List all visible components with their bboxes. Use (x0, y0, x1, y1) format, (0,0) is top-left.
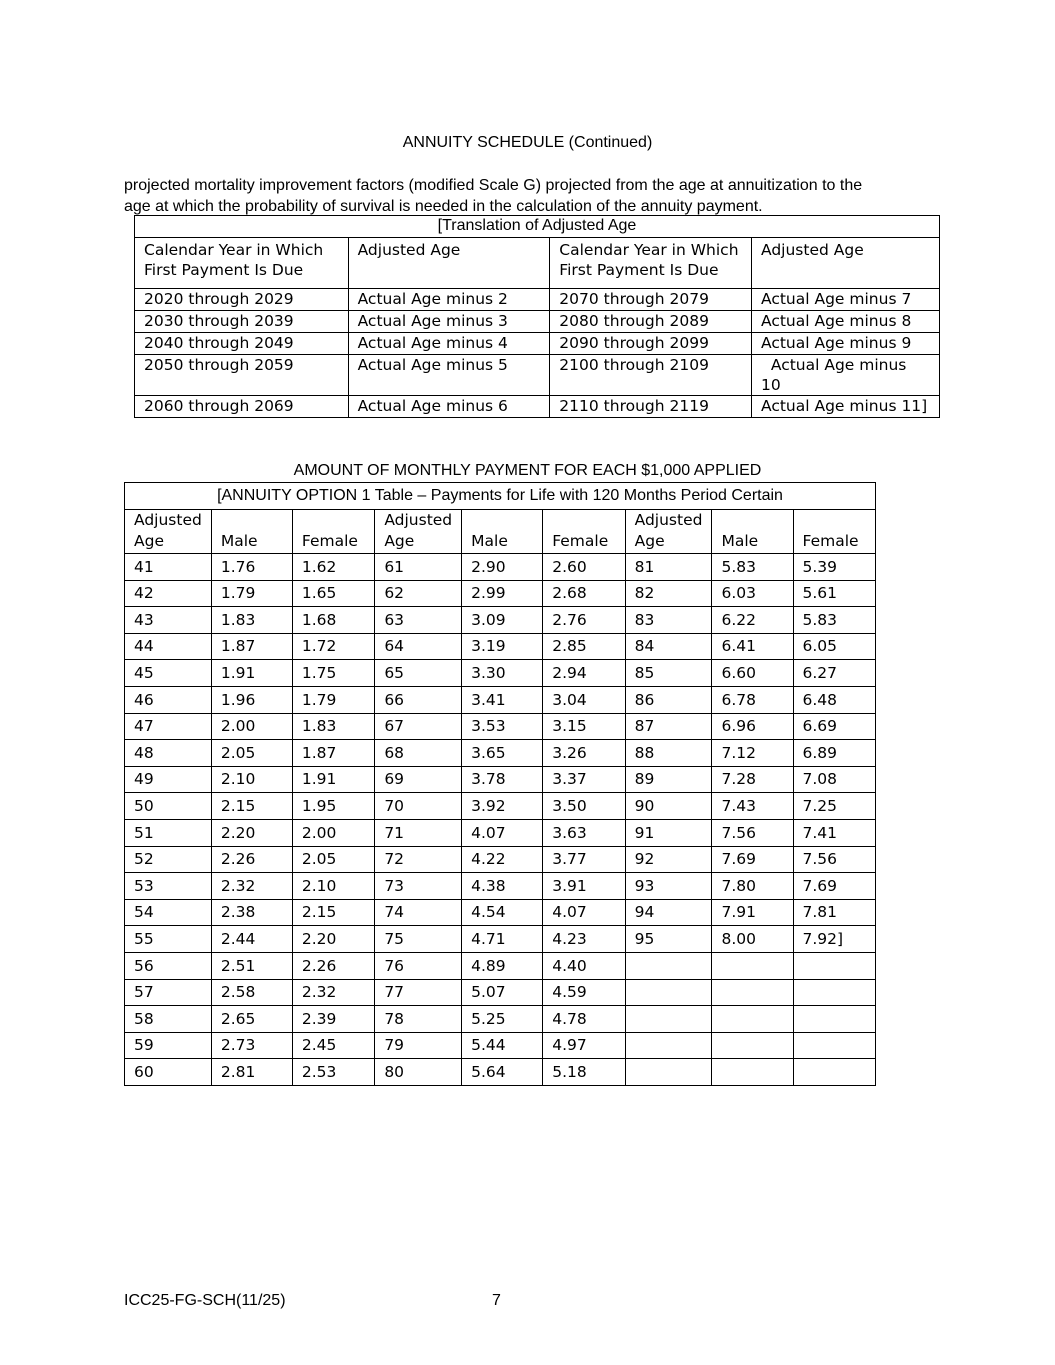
annuity-cell: 82 (625, 580, 712, 607)
annuity-header-cell (292, 510, 374, 554)
annuity-cell: 41 (125, 554, 212, 581)
annuity-cell: 48 (125, 740, 212, 767)
annuity-cell (625, 952, 712, 979)
annuity-cell: 1.96 (211, 686, 292, 713)
annuity-cell: 83 (625, 607, 712, 634)
translation-table-caption: [Translation of Adjusted Age (135, 216, 940, 238)
annuity-cell: 67 (375, 713, 462, 740)
annuity-cell: 1.83 (211, 607, 292, 634)
annuity-cell: 2.73 (211, 1032, 292, 1059)
annuity-cell: 1.68 (292, 607, 374, 634)
annuity-cell: 58 (125, 1006, 212, 1033)
translation-cell: 2090 through 2099 (550, 333, 752, 355)
annuity-cell: 1.75 (292, 660, 374, 687)
annuity-header-cell (793, 510, 875, 554)
table-row (125, 899, 876, 926)
annuity-cell: 89 (625, 766, 712, 793)
header-line-2: Male (721, 532, 759, 550)
annuity-cell: 2.15 (292, 899, 374, 926)
translation-cell: 2080 through 2089 (550, 311, 752, 333)
annuity-cell: 6.22 (712, 607, 793, 634)
annuity-cell: 7.25 (793, 793, 875, 820)
annuity-cell: 5.83 (712, 554, 793, 581)
annuity-cell (793, 979, 875, 1006)
header-line-1 (803, 510, 866, 531)
annuity-cell: 86 (625, 686, 712, 713)
annuity-cell: 95 (625, 926, 712, 953)
annuity-cell (625, 1059, 712, 1086)
annuity-cell: 7.69 (712, 846, 793, 873)
annuity-cell (712, 1059, 793, 1086)
annuity-cell: 5.61 (793, 580, 875, 607)
annuity-cell: 2.10 (292, 873, 374, 900)
annuity-cell: 3.04 (543, 686, 625, 713)
annuity-cell: 2.94 (543, 660, 625, 687)
table-row (125, 607, 876, 634)
annuity-cell: 6.27 (793, 660, 875, 687)
annuity-cell: 47 (125, 713, 212, 740)
annuity-cell: 1.91 (292, 766, 374, 793)
annuity-cell: 80 (375, 1059, 462, 1086)
annuity-cell: 4.71 (462, 926, 543, 953)
table-row (125, 1059, 876, 1086)
annuity-cell: 2.68 (543, 580, 625, 607)
annuity-cell: 61 (375, 554, 462, 581)
annuity-table-caption: [ANNUITY OPTION 1 Table – Payments for Life with 120 Months Period Certain (125, 483, 876, 510)
annuity-cell: 4.22 (462, 846, 543, 873)
header-line-1 (552, 510, 615, 531)
annuity-header-cell (375, 510, 462, 554)
annuity-cell: 2.76 (543, 607, 625, 634)
annuity-cell: 72 (375, 846, 462, 873)
annuity-cell: 5.07 (462, 979, 543, 1006)
annuity-cell: 78 (375, 1006, 462, 1033)
translation-cell: Actual Age minus 2 (348, 289, 550, 311)
annuity-cell: 3.50 (543, 793, 625, 820)
header-line-2: Age (634, 532, 665, 550)
annuity-header-cell (462, 510, 543, 554)
translation-cell: 2050 through 2059 (135, 355, 349, 396)
annuity-cell: 60 (125, 1059, 212, 1086)
annuity-cell: 3.53 (462, 713, 543, 740)
annuity-cell: 7.92] (793, 926, 875, 953)
translation-cell: 2030 through 2039 (135, 311, 349, 333)
annuity-cell: 46 (125, 686, 212, 713)
header-line-2: Age (384, 532, 415, 550)
annuity-cell: 3.41 (462, 686, 543, 713)
translation-cell: Actual Age minus 10 (752, 355, 940, 396)
annuity-cell: 56 (125, 952, 212, 979)
annuity-cell: 2.60 (543, 554, 625, 581)
annuity-cell: 2.38 (211, 899, 292, 926)
table-row (125, 846, 876, 873)
header-line-2: Male (471, 532, 508, 550)
annuity-cell: 70 (375, 793, 462, 820)
annuity-cell: 1.91 (211, 660, 292, 687)
annuity-header-cell (125, 510, 212, 554)
annuity-cell: 88 (625, 740, 712, 767)
annuity-cell: 49 (125, 766, 212, 793)
annuity-cell: 2.26 (292, 952, 374, 979)
translation-cell: Actual Age minus 5 (348, 355, 550, 396)
annuity-cell: 2.39 (292, 1006, 374, 1033)
translation-cell: 2060 through 2069 (135, 396, 349, 418)
annuity-cell: 90 (625, 793, 712, 820)
annuity-cell (712, 952, 793, 979)
annuity-cell: 63 (375, 607, 462, 634)
annuity-cell: 52 (125, 846, 212, 873)
annuity-cell: 85 (625, 660, 712, 687)
header-line-1 (721, 510, 783, 531)
table-row (125, 713, 876, 740)
annuity-cell (625, 979, 712, 1006)
header-line-1 (471, 510, 533, 531)
header-line-2: Female (552, 532, 609, 550)
annuity-cell: 2.26 (211, 846, 292, 873)
annuity-cell: 4.89 (462, 952, 543, 979)
header-line-2: Age (134, 532, 164, 550)
annuity-cell: 3.91 (543, 873, 625, 900)
annuity-cell: 2.51 (211, 952, 292, 979)
annuity-cell: 2.00 (292, 819, 374, 846)
annuity-cell: 1.76 (211, 554, 292, 581)
translation-cell: Actual Age minus 3 (348, 311, 550, 333)
annuity-cell: 54 (125, 899, 212, 926)
annuity-cell: 2.10 (211, 766, 292, 793)
annuity-cell: 4.40 (543, 952, 625, 979)
table-row (135, 289, 940, 311)
annuity-cell: 65 (375, 660, 462, 687)
annuity-option-table (124, 482, 876, 1086)
annuity-cell: 1.83 (292, 713, 374, 740)
page-title: ANNUITY SCHEDULE (Continued) (402, 134, 653, 151)
annuity-cell: 7.56 (712, 819, 793, 846)
annuity-cell: 62 (375, 580, 462, 607)
annuity-cell: 74 (375, 899, 462, 926)
annuity-cell: 4.78 (543, 1006, 625, 1033)
annuity-cell: 1.87 (211, 633, 292, 660)
annuity-cell: 3.78 (462, 766, 543, 793)
translation-cell: Actual Age minus 9 (752, 333, 940, 355)
annuity-cell: 2.15 (211, 793, 292, 820)
annuity-cell: 1.79 (292, 686, 374, 713)
table-row (125, 633, 876, 660)
translation-cell: Actual Age minus 7 (752, 289, 940, 311)
annuity-cell: 5.44 (462, 1032, 543, 1059)
header-line-1 (221, 510, 283, 531)
annuity-cell: 69 (375, 766, 462, 793)
table-row (125, 979, 876, 1006)
annuity-cell: 3.65 (462, 740, 543, 767)
translation-header-cell: Adjusted Age (348, 238, 550, 289)
adjusted-age-translation-table (134, 215, 940, 418)
annuity-cell: 4.07 (543, 899, 625, 926)
annuity-cell: 3.19 (462, 633, 543, 660)
annuity-header-cell (543, 510, 625, 554)
annuity-cell: 2.58 (211, 979, 292, 1006)
annuity-cell: 71 (375, 819, 462, 846)
annuity-cell: 68 (375, 740, 462, 767)
annuity-cell: 7.80 (712, 873, 793, 900)
header-line-1: Adjusted (384, 511, 453, 529)
annuity-cell: 5.39 (793, 554, 875, 581)
table-row (125, 793, 876, 820)
annuity-cell (712, 1006, 793, 1033)
table-row (125, 740, 876, 767)
annuity-cell: 4.07 (462, 819, 543, 846)
annuity-cell: 6.78 (712, 686, 793, 713)
annuity-cell: 7.12 (712, 740, 793, 767)
table-row (125, 580, 876, 607)
annuity-cell: 1.87 (292, 740, 374, 767)
annuity-cell: 53 (125, 873, 212, 900)
translation-cell: 2110 through 2119 (550, 396, 752, 418)
annuity-cell: 66 (375, 686, 462, 713)
annuity-cell: 6.69 (793, 713, 875, 740)
annuity-cell: 7.08 (793, 766, 875, 793)
annuity-cell: 57 (125, 979, 212, 1006)
annuity-header-cell (625, 510, 712, 554)
annuity-cell: 3.92 (462, 793, 543, 820)
annuity-cell: 7.43 (712, 793, 793, 820)
header-line-1 (302, 510, 365, 531)
annuity-cell: 5.83 (793, 607, 875, 634)
annuity-cell: 2.53 (292, 1059, 374, 1086)
annuity-header-cell (211, 510, 292, 554)
annuity-cell: 2.32 (292, 979, 374, 1006)
translation-cell: 2020 through 2029 (135, 289, 349, 311)
annuity-cell: 2.65 (211, 1006, 292, 1033)
annuity-cell: 7.81 (793, 899, 875, 926)
annuity-cell (793, 1059, 875, 1086)
header-line-2: Female (802, 532, 859, 550)
translation-cell: Actual Age minus 4 (348, 333, 550, 355)
translation-cell: Actual Age minus 8 (752, 311, 940, 333)
annuity-cell: 42 (125, 580, 212, 607)
annuity-cell: 64 (375, 633, 462, 660)
annuity-cell: 3.63 (543, 819, 625, 846)
monthly-payment-heading: AMOUNT OF MONTHLY PAYMENT FOR EACH $1,000 APPLIED (293, 462, 762, 479)
annuity-cell: 94 (625, 899, 712, 926)
annuity-cell: 43 (125, 607, 212, 634)
table-row (135, 396, 940, 418)
intro-line: projected mortality improvement factors (modified Scale G) projected from the age at annuitization to the (124, 177, 863, 194)
annuity-cell: 7.28 (712, 766, 793, 793)
annuity-cell: 45 (125, 660, 212, 687)
translation-cell: Actual Age minus 11] (752, 396, 940, 418)
translation-cell: 2100 through 2109 (550, 355, 752, 396)
annuity-cell: 4.97 (543, 1032, 625, 1059)
annuity-cell: 3.26 (543, 740, 625, 767)
header-line-2: Female (301, 532, 358, 550)
annuity-cell: 2.00 (211, 713, 292, 740)
annuity-cell (712, 1032, 793, 1059)
form-code: ICC25-FG-SCH(11/25) (124, 1292, 286, 1309)
annuity-cell: 4.38 (462, 873, 543, 900)
annuity-cell: 7.41 (793, 819, 875, 846)
header-line-2: Male (220, 532, 258, 550)
annuity-cell: 2.20 (292, 926, 374, 953)
annuity-cell: 5.25 (462, 1006, 543, 1033)
annuity-cell (793, 1006, 875, 1033)
annuity-cell: 2.81 (211, 1059, 292, 1086)
annuity-cell: 6.05 (793, 633, 875, 660)
annuity-cell: 2.05 (211, 740, 292, 767)
table-row (135, 333, 940, 355)
annuity-cell: 6.89 (793, 740, 875, 767)
annuity-cell: 3.37 (543, 766, 625, 793)
annuity-cell: 44 (125, 633, 212, 660)
annuity-cell: 1.65 (292, 580, 374, 607)
annuity-cell: 79 (375, 1032, 462, 1059)
annuity-cell: 2.44 (211, 926, 292, 953)
translation-cell: Actual Age minus 6 (348, 396, 550, 418)
translation-header-cell: Calendar Year in Which First Payment Is Due (550, 238, 752, 289)
annuity-cell: 55 (125, 926, 212, 953)
annuity-cell: 3.09 (462, 607, 543, 634)
annuity-cell (793, 952, 875, 979)
annuity-cell: 6.60 (712, 660, 793, 687)
intro-line: age at which the probability of survival is needed in the calculation of the annuity payment. (124, 198, 763, 215)
annuity-cell: 1.62 (292, 554, 374, 581)
translation-header-cell: Adjusted Age (752, 238, 940, 289)
annuity-cell: 92 (625, 846, 712, 873)
annuity-cell (712, 979, 793, 1006)
annuity-cell: 4.54 (462, 899, 543, 926)
annuity-cell: 73 (375, 873, 462, 900)
translation-cell: 2040 through 2049 (135, 333, 349, 355)
page-number: 7 (492, 1292, 501, 1309)
annuity-cell: 77 (375, 979, 462, 1006)
annuity-cell: 4.23 (543, 926, 625, 953)
annuity-cell: 5.64 (462, 1059, 543, 1086)
header-line-1: Adjusted (134, 511, 202, 529)
table-row (125, 554, 876, 581)
annuity-cell (793, 1032, 875, 1059)
annuity-cell: 91 (625, 819, 712, 846)
table-row (125, 819, 876, 846)
table-row (125, 873, 876, 900)
annuity-cell: 81 (625, 554, 712, 581)
annuity-cell: 3.77 (543, 846, 625, 873)
annuity-cell: 2.05 (292, 846, 374, 873)
table-row (125, 766, 876, 793)
annuity-cell: 2.45 (292, 1032, 374, 1059)
annuity-cell: 7.56 (793, 846, 875, 873)
annuity-cell: 4.59 (543, 979, 625, 1006)
annuity-cell: 2.99 (462, 580, 543, 607)
annuity-cell: 2.90 (462, 554, 543, 581)
table-row (125, 926, 876, 953)
annuity-cell: 93 (625, 873, 712, 900)
annuity-cell (625, 1006, 712, 1033)
annuity-cell: 6.48 (793, 686, 875, 713)
annuity-cell: 7.69 (793, 873, 875, 900)
annuity-cell: 59 (125, 1032, 212, 1059)
annuity-cell: 7.91 (712, 899, 793, 926)
translation-cell: 2070 through 2079 (550, 289, 752, 311)
table-row (125, 952, 876, 979)
annuity-cell: 51 (125, 819, 212, 846)
annuity-cell: 6.96 (712, 713, 793, 740)
annuity-cell: 2.32 (211, 873, 292, 900)
table-row (125, 1006, 876, 1033)
annuity-cell: 2.85 (543, 633, 625, 660)
table-row (135, 311, 940, 333)
annuity-cell: 50 (125, 793, 212, 820)
table-row (125, 686, 876, 713)
intro-paragraph (124, 175, 924, 217)
annuity-cell: 76 (375, 952, 462, 979)
translation-header-cell: Calendar Year in Which First Payment Is Due (135, 238, 349, 289)
table-row (125, 660, 876, 687)
annuity-cell: 6.03 (712, 580, 793, 607)
annuity-cell: 1.72 (292, 633, 374, 660)
header-line-1: Adjusted (634, 511, 703, 529)
annuity-cell: 1.95 (292, 793, 374, 820)
table-row (125, 1032, 876, 1059)
annuity-header-cell (712, 510, 793, 554)
annuity-cell: 84 (625, 633, 712, 660)
annuity-cell: 3.30 (462, 660, 543, 687)
annuity-cell: 1.79 (211, 580, 292, 607)
annuity-cell: 8.00 (712, 926, 793, 953)
table-row (135, 355, 940, 396)
annuity-cell: 6.41 (712, 633, 793, 660)
annuity-cell (625, 1032, 712, 1059)
annuity-cell: 75 (375, 926, 462, 953)
annuity-cell: 5.18 (543, 1059, 625, 1086)
annuity-cell: 87 (625, 713, 712, 740)
annuity-cell: 2.20 (211, 819, 292, 846)
annuity-cell: 3.15 (543, 713, 625, 740)
